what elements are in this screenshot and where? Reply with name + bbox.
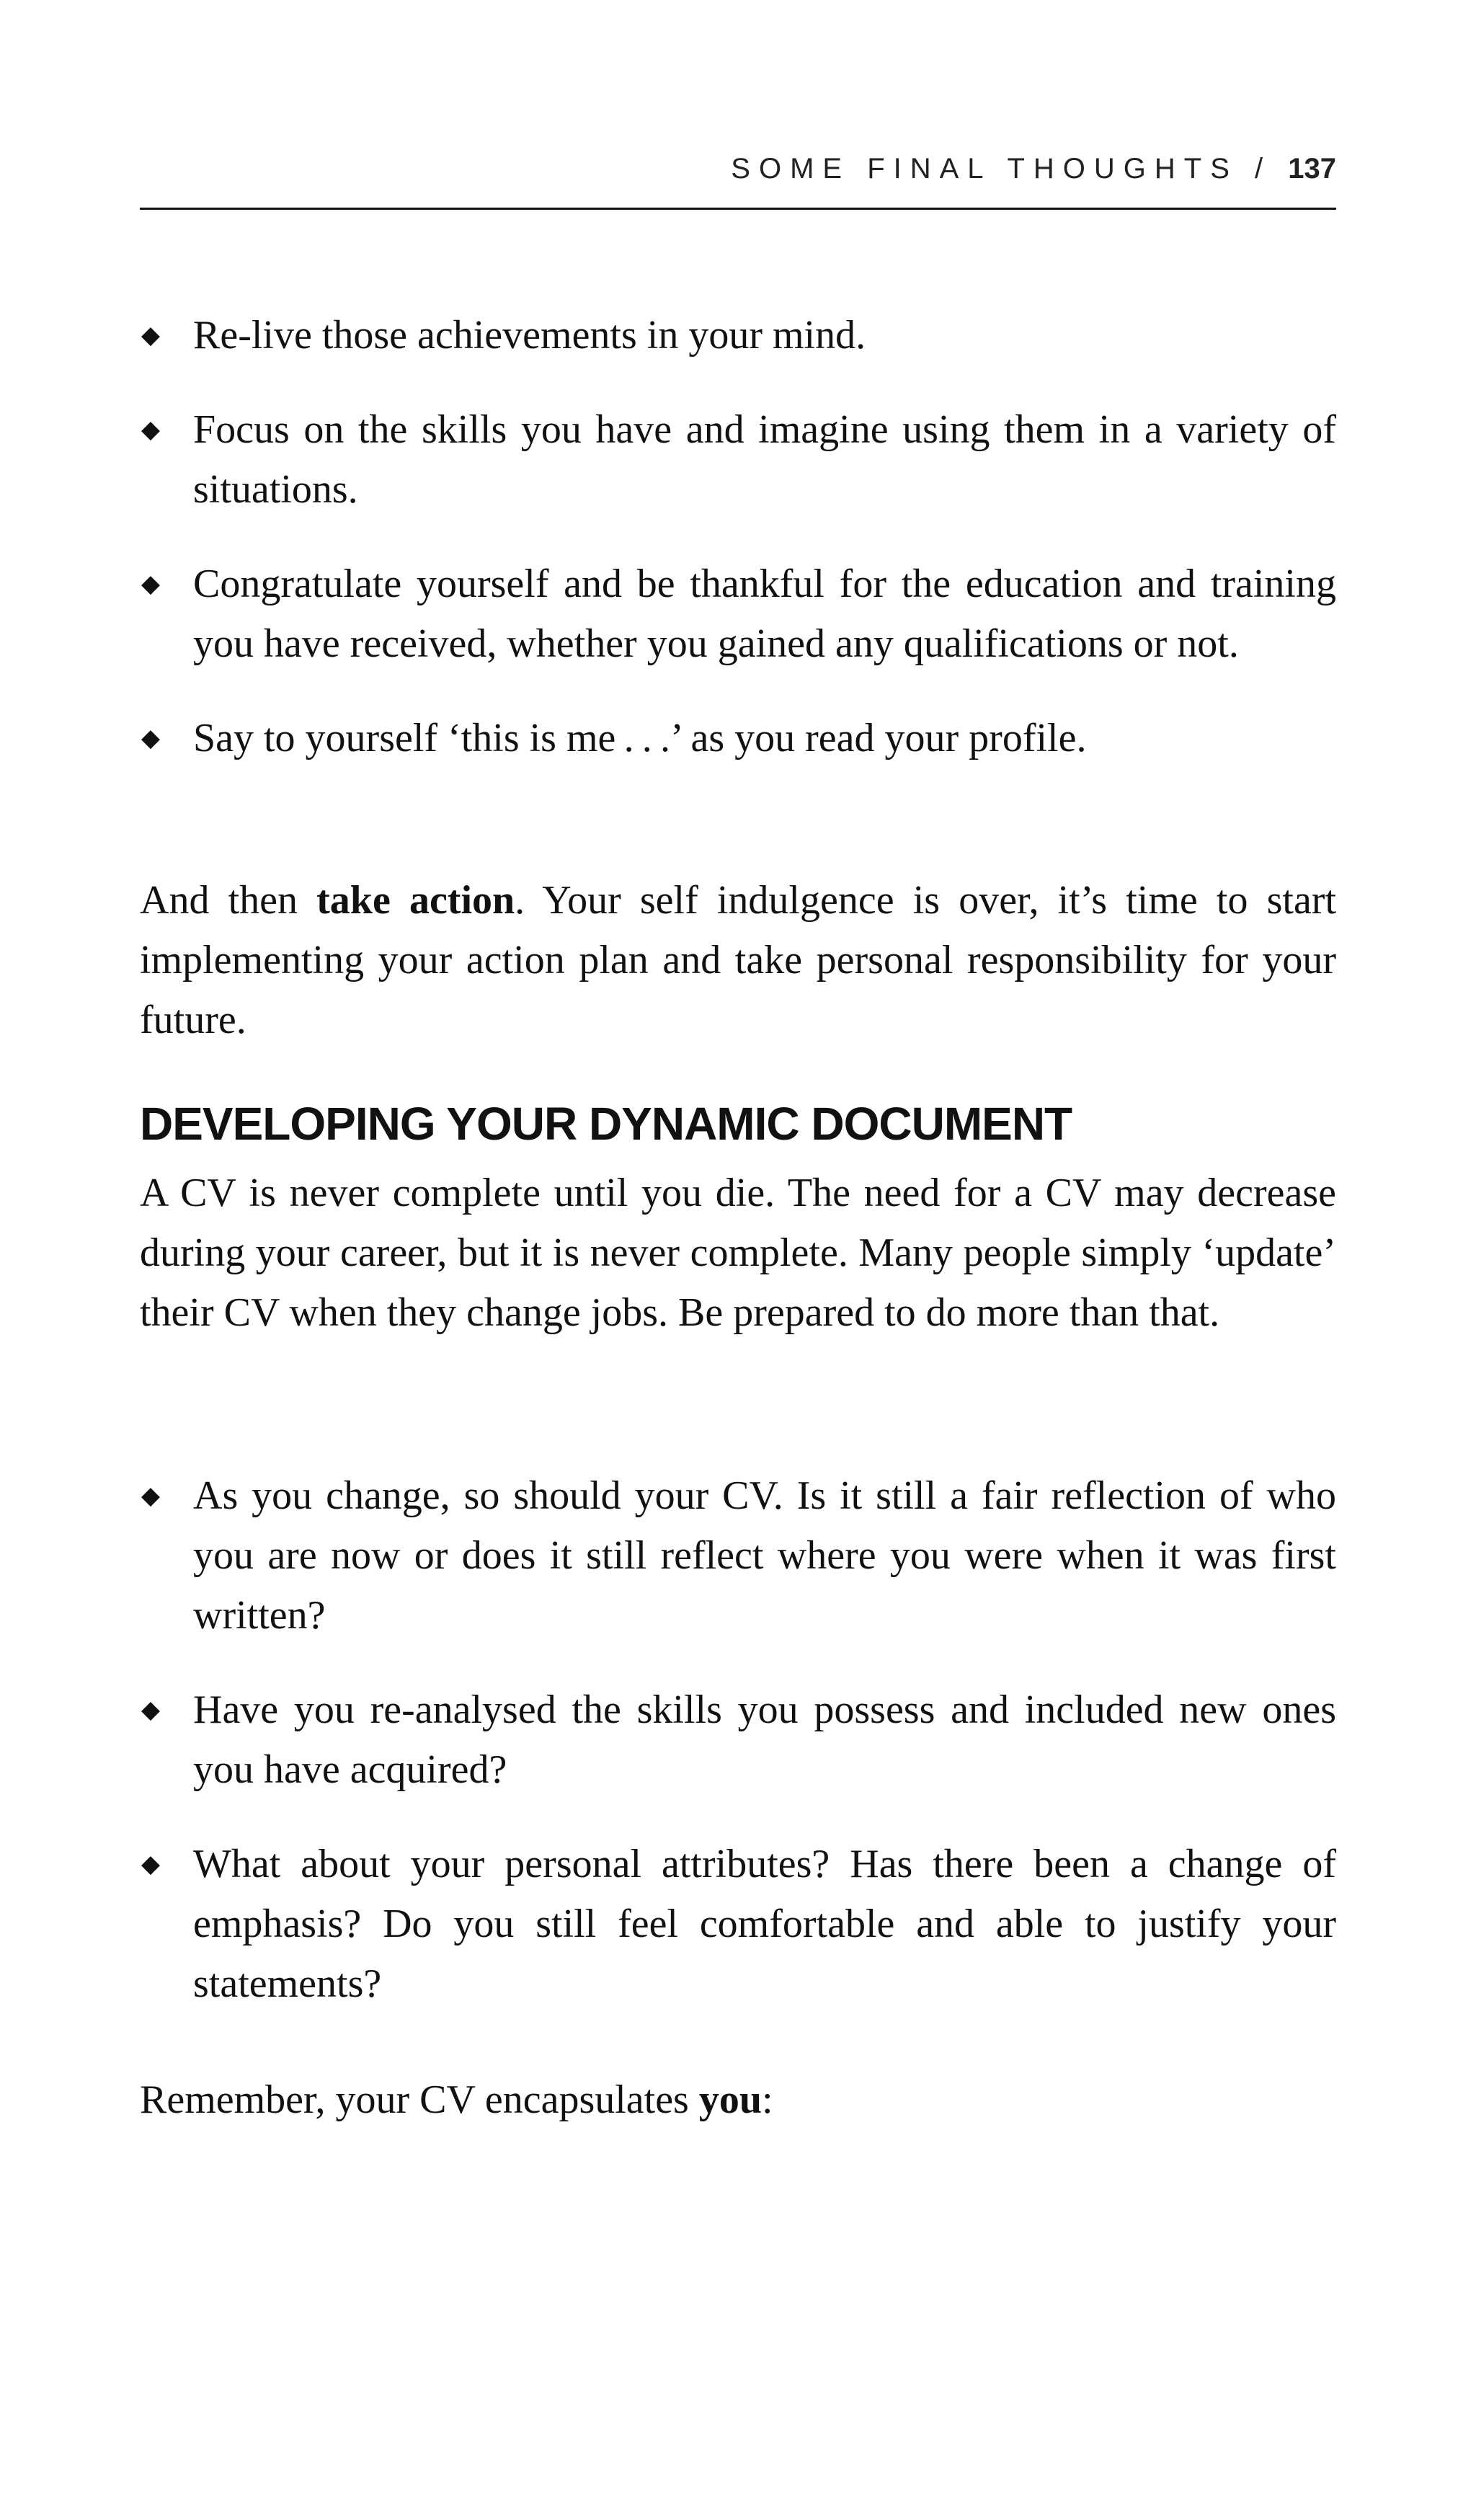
paragraph-text: And then: [140, 878, 317, 923]
paragraph-text: :: [762, 2077, 773, 2122]
list-item: [140, 1680, 1336, 1800]
list-item: [140, 306, 1336, 365]
diamond-bullet-icon: ◆: [141, 571, 161, 598]
list-item: [140, 1834, 1336, 2014]
section-heading: DEVELOPING YOUR DYNAMIC DOCUMENT: [140, 1098, 1072, 1150]
diamond-bullet-icon: ◆: [141, 417, 161, 443]
page-number: 137: [1288, 153, 1336, 185]
list-item-text: Have you re-analysed the skills you possess and included new ones you have acquired?: [193, 1687, 1336, 1792]
header-rule: [140, 208, 1336, 210]
list-item: [140, 1466, 1336, 1646]
list-item-text: What about your personal attributes? Has there been a change of emphasis? Do you still feel comfortable and able to justify your statements?: [193, 1842, 1336, 2006]
list-item-text: Focus on the skills you have and imagine using them in a variety of situations.: [193, 407, 1336, 512]
bullet-list-top: [140, 306, 1336, 768]
list-item: [140, 709, 1336, 768]
diamond-bullet-icon: ◆: [141, 1483, 161, 1509]
emphasis-text: take action: [316, 878, 515, 923]
bullet-list-bottom: [140, 1466, 1336, 2014]
paragraph-text: Remember, your CV encapsulates: [140, 2077, 699, 2122]
running-head: [731, 153, 1336, 185]
paragraph-text: A CV is never complete until you die. The need for a CV may decrease during your career, but it is never complete. Many people simply ‘update’ their CV when they change jobs. Be prepared to do more than that.: [140, 1171, 1336, 1335]
paragraph-text: . Your self indulgence is over, it’s time to start implementing your action plan and take personal responsibility for your future.: [140, 878, 1337, 1042]
list-item-text: As you change, so should your CV. Is it still a fair reflection of who you are now or does it still reflect where you were when it was first written?: [193, 1473, 1336, 1638]
diamond-bullet-icon: ◆: [141, 322, 161, 349]
list-item-text: Congratulate yourself and be thankful for the education and training you have received, whether you gained any qualifications or not.: [193, 562, 1336, 666]
list-item-text: Say to yourself ‘this is me . . .’ as you read your profile.: [193, 716, 1087, 760]
paragraph-cv: [140, 1163, 1336, 1343]
paragraph-take-action: [140, 871, 1336, 1050]
list-item: [140, 554, 1336, 674]
emphasis-text: you: [698, 2077, 763, 2122]
diamond-bullet-icon: ◆: [141, 1697, 161, 1723]
running-head-title: SOME FINAL THOUGHTS /: [731, 153, 1272, 185]
paragraph-remember: [140, 2070, 1336, 2130]
list-item: [140, 400, 1336, 520]
diamond-bullet-icon: ◆: [141, 1851, 161, 1878]
list-item-text: Re-live those achievements in your mind.: [193, 313, 866, 358]
diamond-bullet-icon: ◆: [141, 725, 161, 752]
